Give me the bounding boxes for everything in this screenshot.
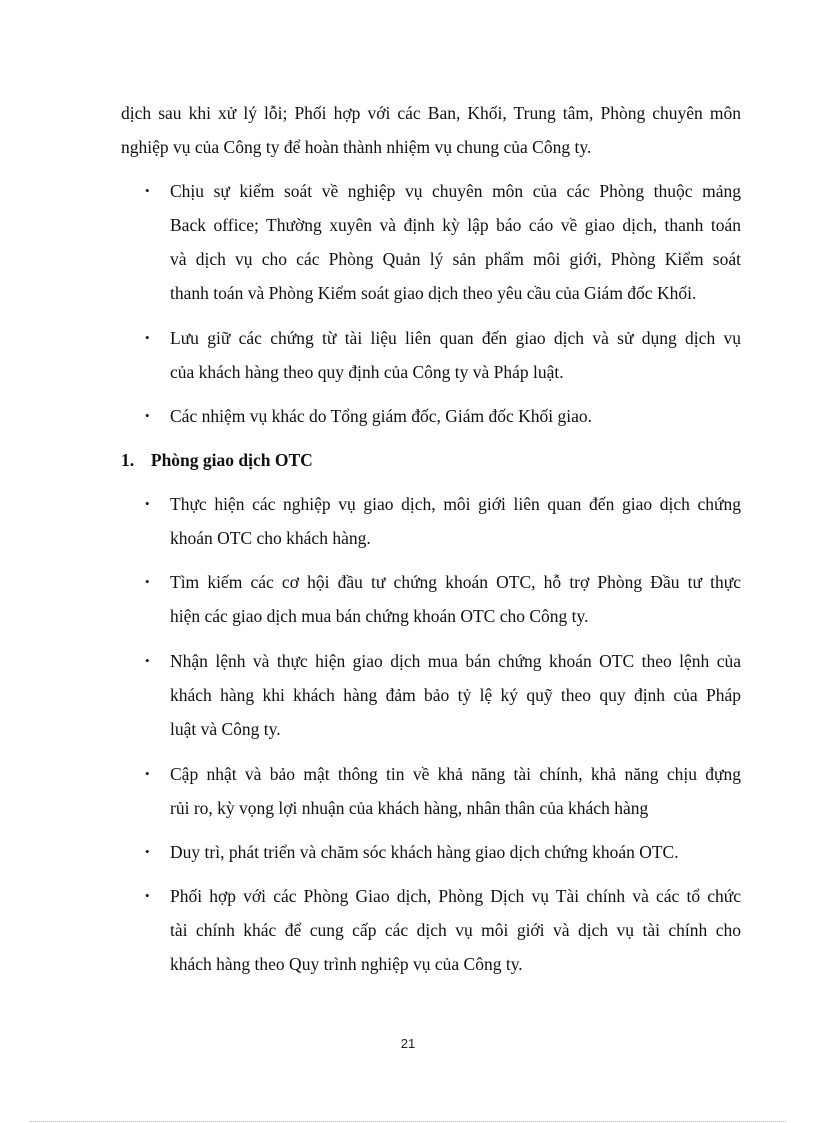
page-number: 21: [400, 1036, 416, 1051]
text-line: và dịch vụ cho các Phòng Quản lý sản phẩm môi giới, Phòng Kiểm soát: [170, 249, 741, 269]
bullet-item: [145, 399, 741, 433]
bullet-icon: •: [145, 496, 150, 511]
text-line: khoán OTC cho khách hàng.: [170, 528, 371, 548]
section-number: 1.: [121, 450, 135, 470]
bullet-icon: •: [145, 766, 150, 781]
text-line: tài chính khác để cung cấp các dịch vụ môi giới và dịch vụ tài chính cho: [170, 920, 741, 940]
text-line: Thực hiện các nghiệp vụ giao dịch, môi giới liên quan đến giao dịch chứng: [170, 494, 741, 514]
bullet-item: [145, 757, 741, 825]
bullet-icon: •: [145, 844, 150, 859]
text-line: Duy trì, phát triển và chăm sóc khách hàng giao dịch chứng khoán OTC.: [170, 842, 679, 862]
bullet-item: [145, 835, 741, 869]
text-line: thanh toán và Phòng Kiểm soát giao dịch theo yêu cầu của Giám đốc Khối.: [170, 283, 697, 303]
text-line: nghiệp vụ của Công ty để hoàn thành nhiệm vụ chung của Công ty.: [121, 137, 592, 157]
text-line: Back office; Thường xuyên và định kỳ lập báo cáo về giao dịch, thanh toán: [170, 215, 741, 235]
bullet-item: [145, 321, 741, 389]
text-line: Tìm kiếm các cơ hội đầu tư chứng khoán OTC, hỗ trợ Phòng Đầu tư thực: [170, 572, 741, 592]
text-line: luật và Công ty.: [170, 719, 281, 739]
text-line: khách hàng theo Quy trình nghiệp vụ của Công ty.: [170, 954, 523, 974]
bullet-icon: •: [145, 330, 150, 345]
section-title: Phòng giao dịch OTC: [150, 450, 313, 470]
bullet-icon: •: [145, 653, 150, 668]
intro-paragraph: [121, 96, 741, 164]
text-line: Chịu sự kiểm soát về nghiệp vụ chuyên môn của các Phòng thuộc mảng: [170, 181, 741, 201]
page-bottom-divider: [30, 1121, 786, 1122]
bullet-item: [145, 174, 741, 310]
bullet-item: [145, 565, 741, 633]
bullet-item: [145, 644, 741, 746]
bullet-icon: •: [145, 408, 150, 423]
section-heading: [121, 443, 313, 477]
text-line: Các nhiệm vụ khác do Tổng giám đốc, Giám đốc Khối giao.: [170, 406, 593, 426]
bullet-item: [145, 879, 741, 981]
text-line: hiện các giao dịch mua bán chứng khoán OTC cho Công ty.: [170, 606, 589, 626]
text-line: của khách hàng theo quy định của Công ty và Pháp luật.: [170, 362, 564, 382]
text-line: Lưu giữ các chứng từ tài liệu liên quan đến giao dịch và sử dụng dịch vụ: [170, 328, 741, 348]
text-line: Phối hợp với các Phòng Giao dịch, Phòng Dịch vụ Tài chính và các tổ chức: [170, 886, 741, 906]
bullet-icon: •: [145, 574, 150, 589]
bullet-item: [145, 487, 741, 555]
bullet-icon: •: [145, 888, 150, 903]
text-line: khách hàng khi khách hàng đảm bảo tỷ lệ ký quỹ theo quy định của Pháp: [170, 685, 741, 705]
text-line: rủi ro, kỳ vọng lợi nhuận của khách hàng, nhân thân của khách hàng: [170, 798, 649, 818]
bullet-icon: •: [145, 183, 150, 198]
text-line: dịch sau khi xử lý lỗi; Phối hợp với các Ban, Khối, Trung tâm, Phòng chuyên môn: [121, 103, 741, 123]
text-line: Nhận lệnh và thực hiện giao dịch mua bán chứng khoán OTC theo lệnh của: [170, 651, 741, 671]
text-line: Cập nhật và bảo mật thông tin về khả năng tài chính, khả năng chịu đựng: [170, 764, 741, 784]
